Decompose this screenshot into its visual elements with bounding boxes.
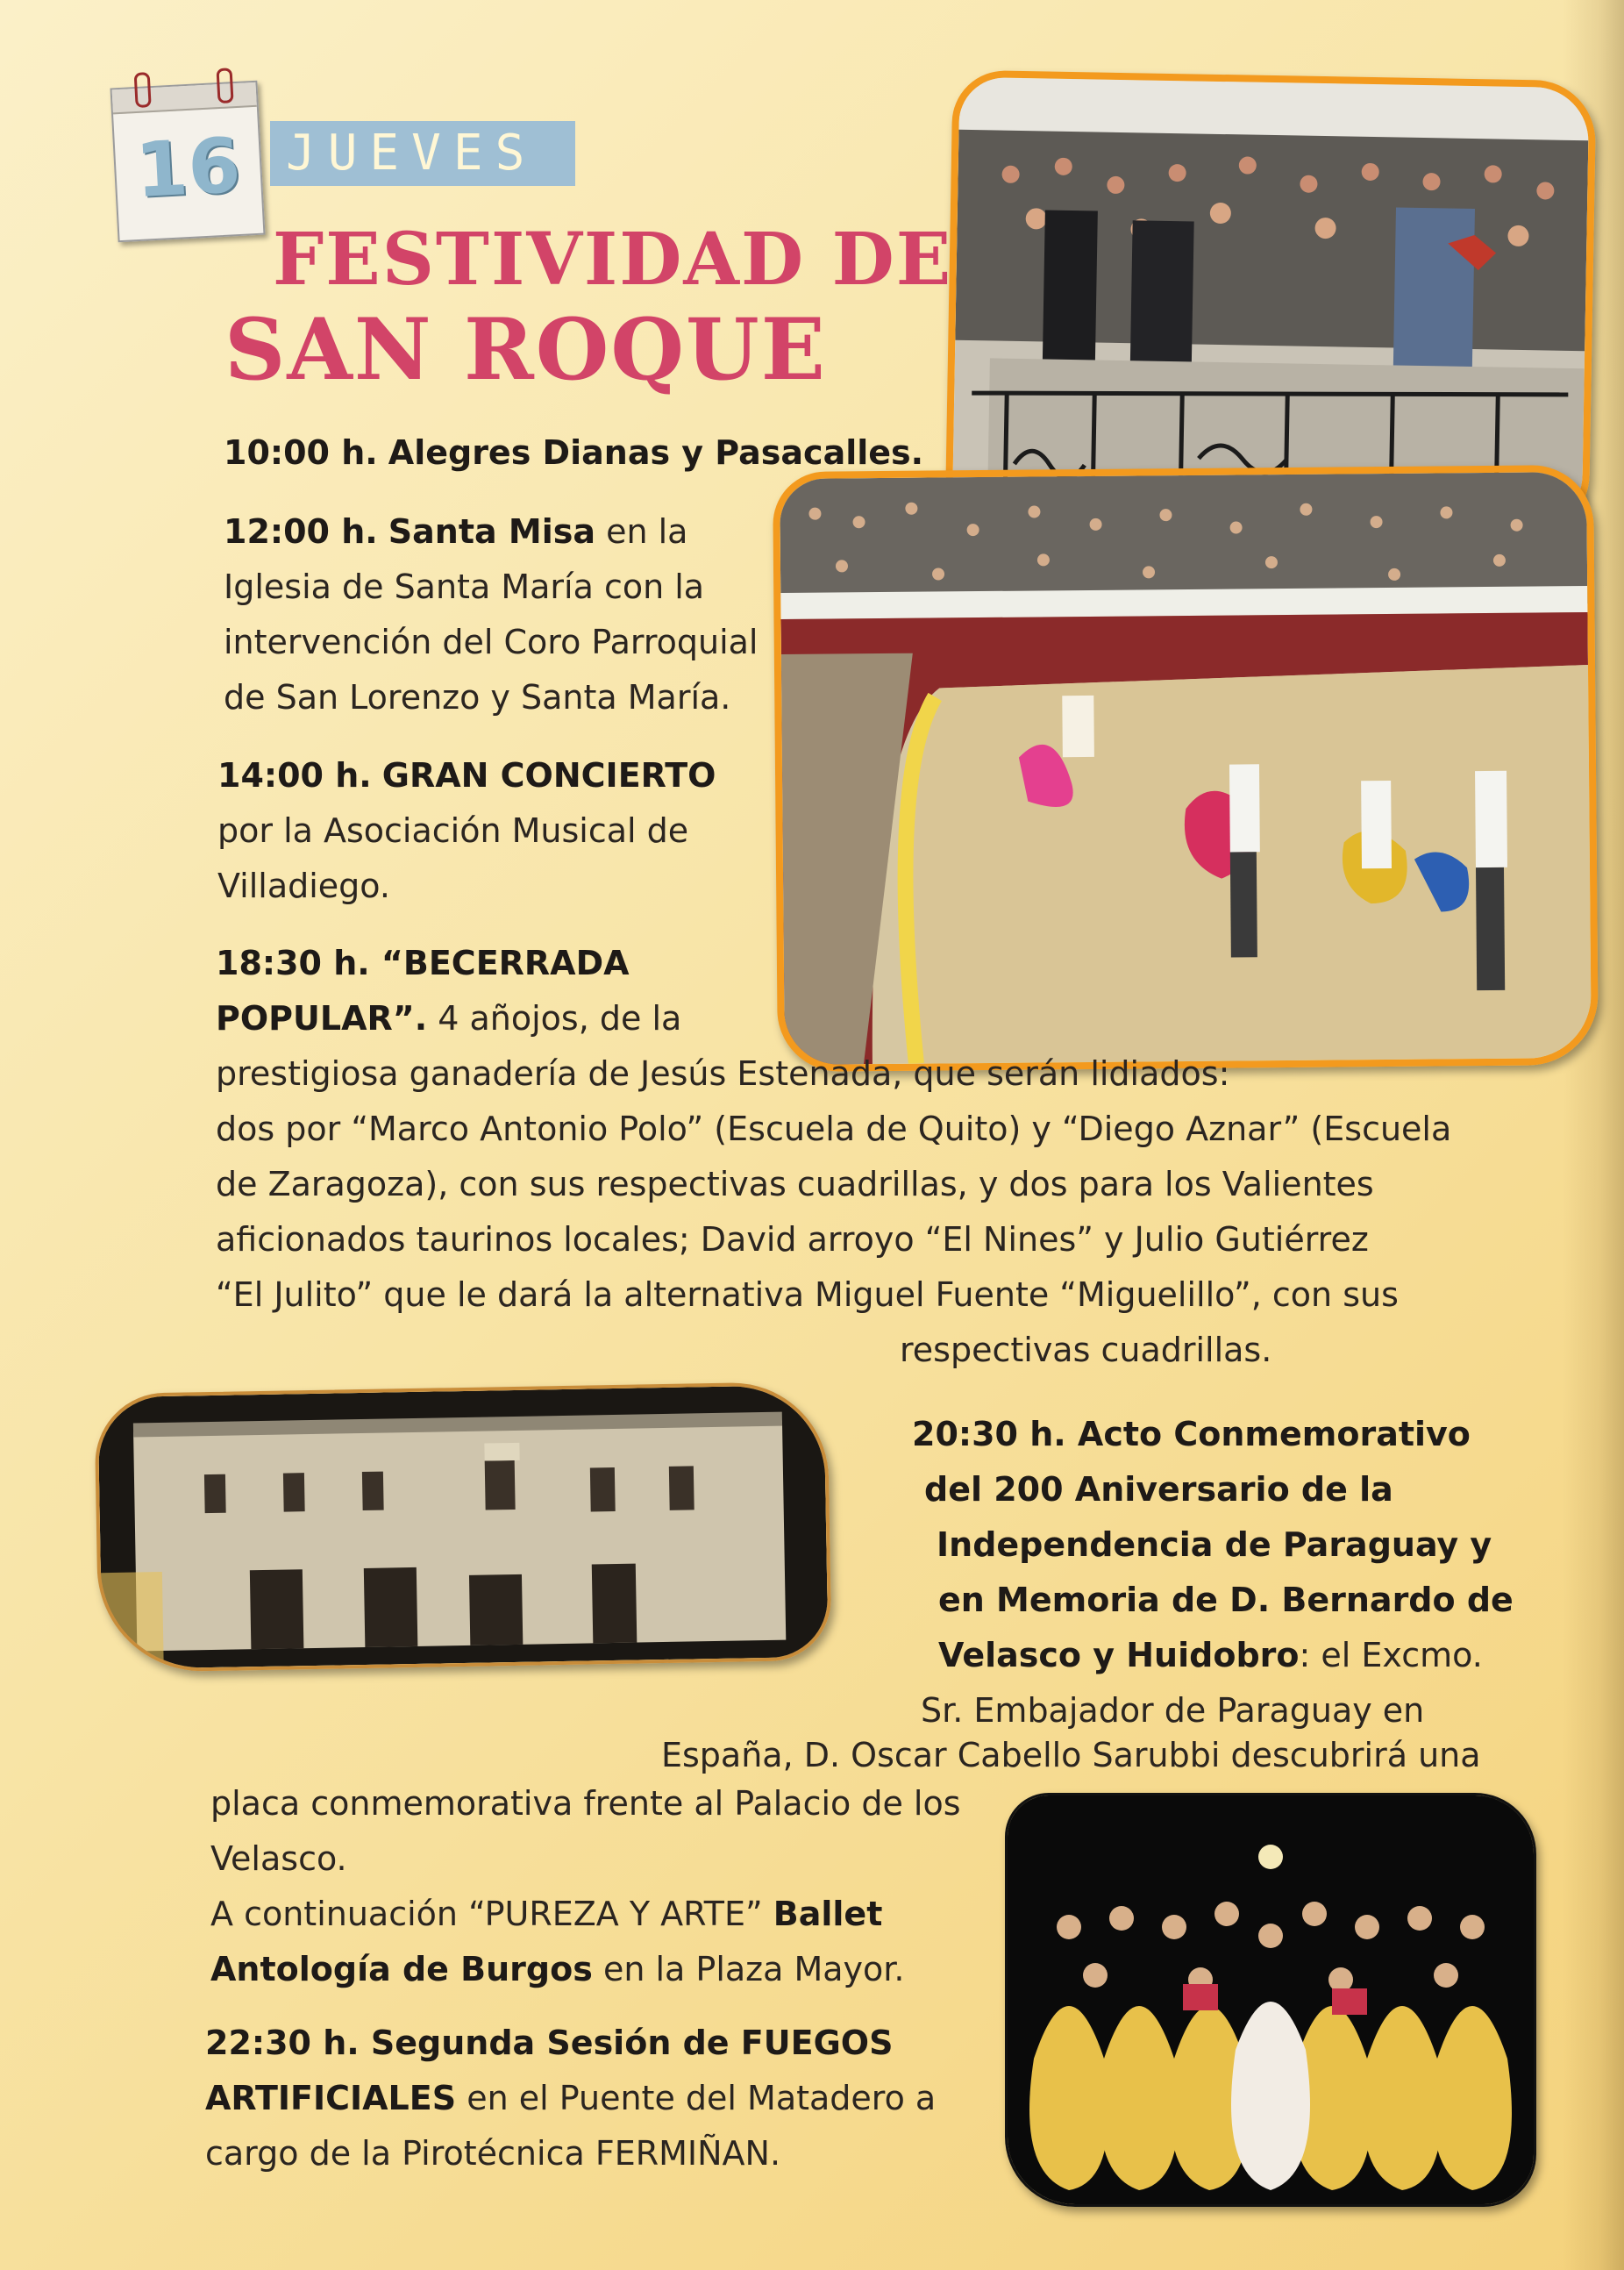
- event-2030-cont-2: [210, 1776, 961, 1997]
- event-2030-rest: : el Excmo.: [1299, 1636, 1483, 1674]
- event-1000-time: 10:00 h.: [224, 433, 378, 472]
- event-1400: [217, 748, 716, 914]
- event-1200-title: Santa Misa: [388, 512, 595, 551]
- palace-night-photo: [94, 1381, 831, 1674]
- event-1200: [224, 504, 758, 725]
- event-2030-title-5: Velasco y Huidobro: [938, 1636, 1300, 1674]
- event-1400-title: GRAN CONCIERTO: [381, 756, 716, 795]
- event-1830-title: 18:30 h. “BECERRADA: [216, 944, 630, 982]
- event-2230-title: 22:30 h. Segunda Sesión de FUEGOS: [205, 2024, 894, 2062]
- event-1400-time: 14:00 h.: [217, 756, 372, 795]
- title-line-1: FESTIVIDAD DE: [273, 218, 953, 302]
- event-2030-title: Independencia de Paraguay y: [937, 1525, 1492, 1564]
- event-1200-rest: en la: [595, 512, 688, 551]
- event-2030-title: 20:30 h. Acto Conmemorativo: [912, 1415, 1471, 1453]
- event-1200-line: Iglesia de Santa María con la: [224, 568, 705, 606]
- event-1830-line: de Zaragoza), con sus respectivas cuadrillas, y dos para los Valientes: [216, 1165, 1374, 1203]
- event-1830-line: prestigiosa ganadería de Jesús Estenada, que serán lidiados:: [216, 1054, 1230, 1093]
- event-1200-time: 12:00 h.: [224, 512, 378, 551]
- ballet-dancers-photo: [1005, 1793, 1536, 2207]
- event-2030-title: del 200 Aniversario de la: [924, 1470, 1393, 1509]
- ballet-pre: A continuación “PUREZA Y ARTE”: [210, 1895, 773, 1933]
- event-1830-line: respectivas cuadrillas.: [900, 1331, 1272, 1369]
- event-1000-title: Alegres Dianas y Pasacalles.: [388, 433, 924, 472]
- event-2030-line: Sr. Embajador de Paraguay en: [921, 1691, 1425, 1730]
- title-line-2: SAN ROQUE: [224, 300, 827, 399]
- event-2030-title: en Memoria de D. Bernardo de: [938, 1581, 1514, 1619]
- event-2030-cont: [661, 1728, 1481, 1783]
- event-2230-line: cargo de la Pirotécnica FERMIÑAN.: [205, 2134, 781, 2173]
- event-1830-line: aficionados taurinos locales; David arroyo “El Nines” y Julio Gutiérrez: [216, 1220, 1369, 1259]
- calendar-ring-icon: [217, 68, 234, 104]
- event-1830-title-2: POPULAR”.: [216, 999, 428, 1038]
- ballet-title: Ballet: [773, 1895, 883, 1933]
- calendar-ring-icon: [134, 72, 152, 108]
- page-title: [224, 218, 953, 399]
- calendar-band: [112, 82, 257, 115]
- event-1200-line: intervención del Coro Parroquial: [224, 623, 759, 661]
- event-1200-line: de San Lorenzo y Santa María.: [224, 678, 731, 717]
- calendar-icon: [110, 81, 266, 243]
- day-number: 16: [133, 121, 243, 216]
- event-2030-line: placa conmemorativa frente al Palacio de los: [210, 1784, 961, 1823]
- event-1830-line: “El Julito” que le dará la alternativa Miguel Fuente “Miguelillo”, con sus: [216, 1275, 1399, 1314]
- event-1830-line: dos por “Marco Antonio Polo” (Escuela de Quito) y “Diego Aznar” (Escuela: [216, 1110, 1452, 1148]
- event-2230-title-2: ARTIFICIALES: [205, 2079, 457, 2117]
- event-1400-line: por la Asociación Musical de: [217, 811, 689, 850]
- event-1830: [216, 936, 1451, 1378]
- event-2030: [912, 1407, 1514, 1738]
- event-1400-line: Villadiego.: [217, 867, 390, 905]
- event-2030-line: España, D. Oscar Cabello Sarubbi descubrirá una: [661, 1736, 1481, 1774]
- event-2030-line: Velasco.: [210, 1839, 347, 1878]
- weekday-label: JUEVES: [270, 121, 575, 186]
- event-2230: [205, 2016, 936, 2181]
- ballet-rest: en la Plaza Mayor.: [592, 1950, 905, 1988]
- event-2230-rest: en el Puente del Matadero a: [456, 2079, 937, 2117]
- event-1000: [224, 425, 923, 481]
- ballet-title-2: Antología de Burgos: [210, 1950, 593, 1988]
- event-1830-rest: 4 añojos, de la: [427, 999, 682, 1038]
